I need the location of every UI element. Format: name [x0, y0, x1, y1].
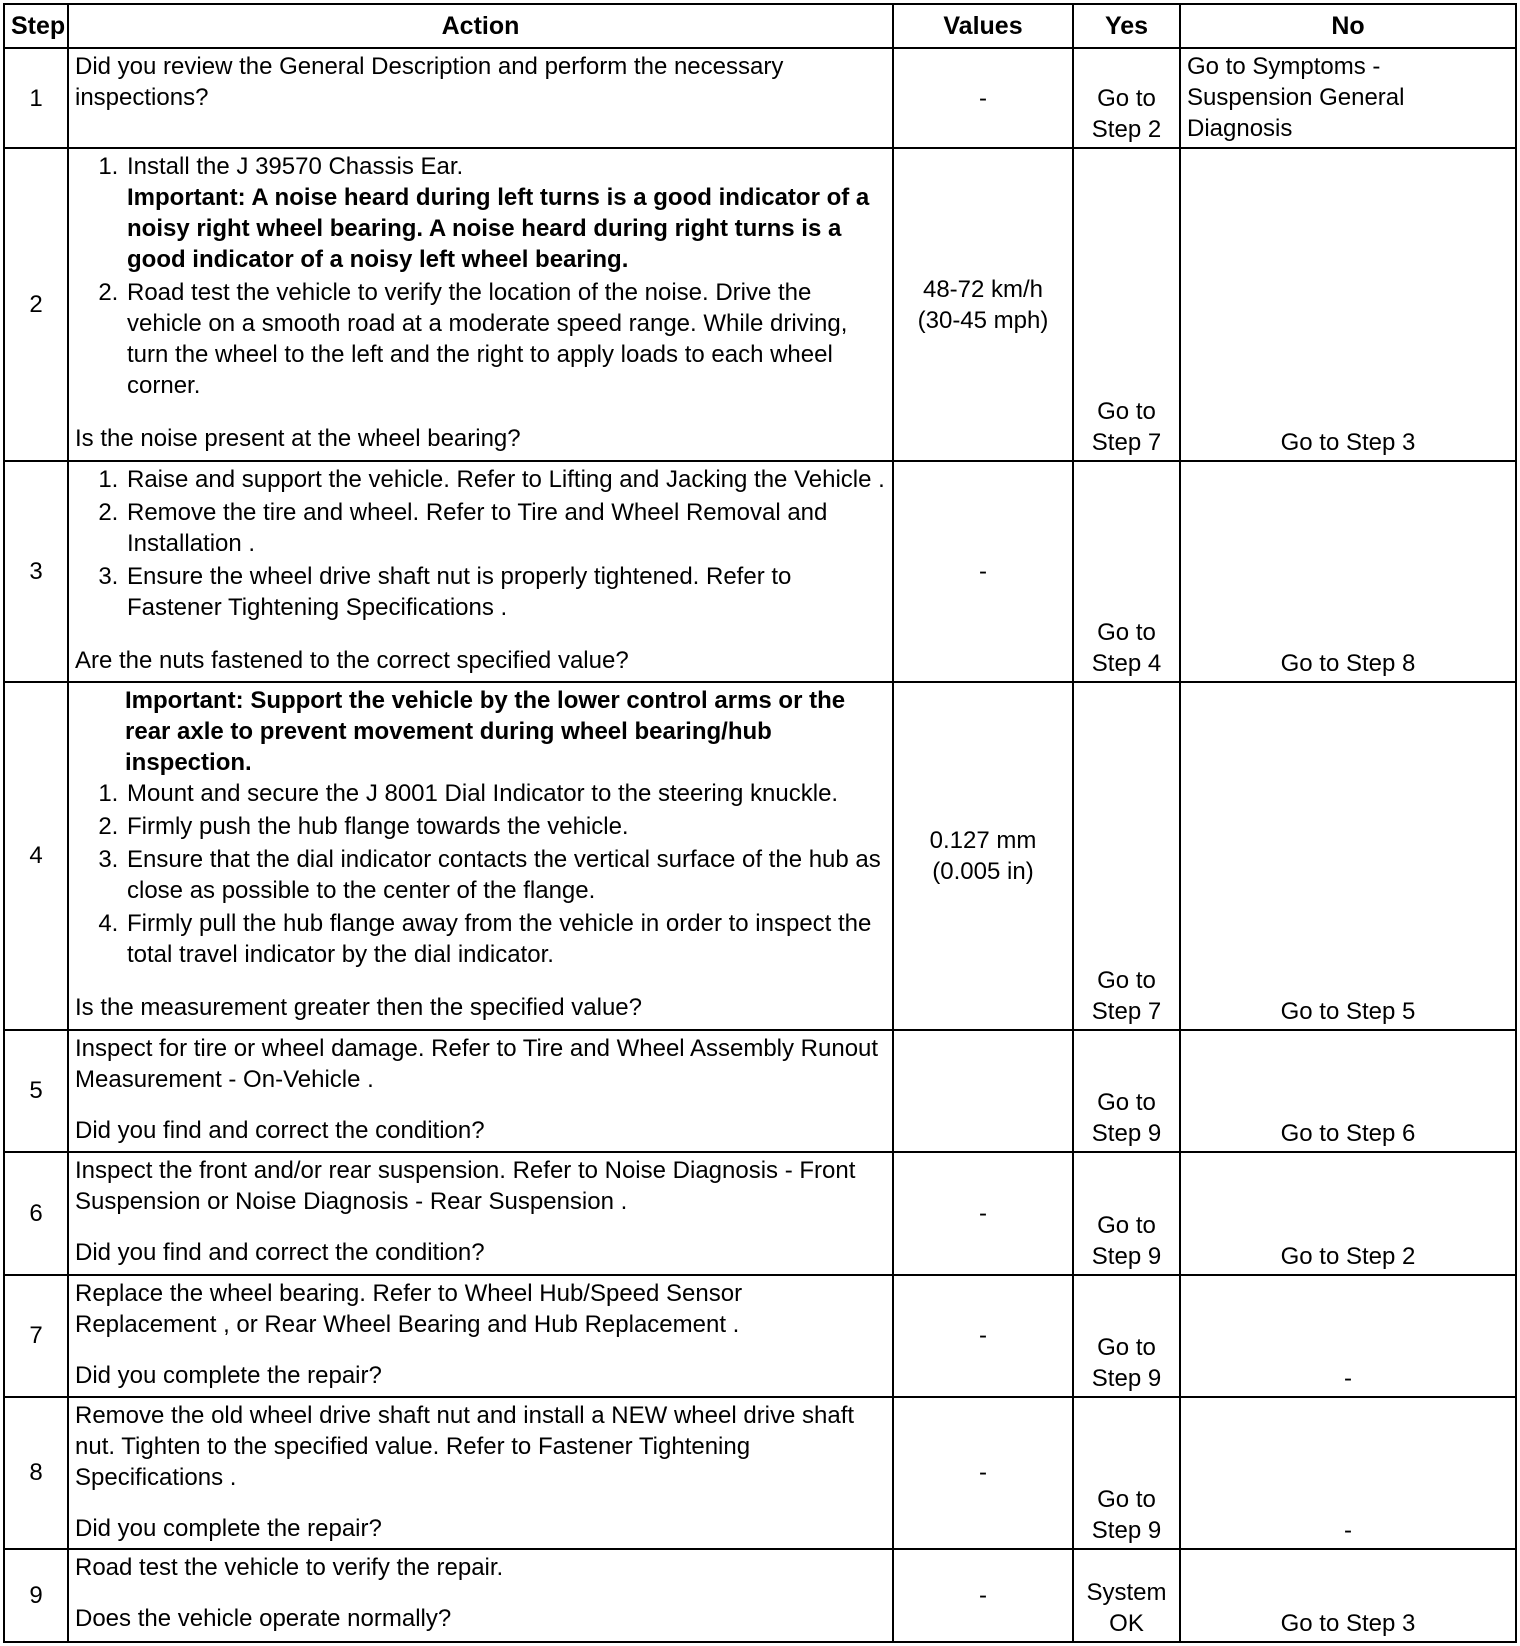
no-cell: Go to Step 3	[1180, 1549, 1516, 1642]
no-cell: Go to Step 2	[1180, 1152, 1516, 1274]
no-cell: Go to Symptoms - Suspension General Diagnosis	[1180, 48, 1516, 148]
diagnostic-table	[3, 3, 1517, 1643]
action-steps	[75, 464, 886, 623]
value-cell: -	[893, 1152, 1073, 1274]
action-cell	[68, 1152, 893, 1274]
action-step: 4. Firmly pull the hub flange away from the vehicle in order to inspect the total travel indicator by the dial indicator.	[125, 908, 886, 970]
table-row	[4, 1549, 1516, 1642]
action-text: Road test the vehicle to verify the repair.	[75, 1553, 504, 1581]
value-cell: 48-72 km/h (30-45 mph)	[893, 148, 1073, 461]
header-yes: Yes	[1073, 4, 1180, 48]
action-question: Does the vehicle operate normally?	[75, 1604, 452, 1632]
value-cell: -	[893, 461, 1073, 682]
yes-cell: System OK	[1073, 1549, 1180, 1642]
action-text: Did you review the General Description and perform the necessary inspections?	[75, 53, 784, 111]
action-step: 1. Raise and support the vehicle. Refer to Lifting and Jacking the Vehicle .	[125, 464, 886, 495]
step-number: 7	[4, 1275, 68, 1397]
important-note: Important: A noise heard during left turns is a good indicator of a noisy right wheel bearing. A noise heard during right turns is a good indicator of a noisy left wheel bearing.	[127, 184, 870, 274]
table-row	[4, 1397, 1516, 1549]
no-cell: Go to Step 6	[1180, 1030, 1516, 1152]
action-steps	[75, 778, 886, 970]
action-cell	[68, 682, 893, 1030]
action-cell	[68, 1549, 893, 1642]
step-number: 3	[4, 461, 68, 682]
step-number: 8	[4, 1397, 68, 1549]
action-step: 1. Install the J 39570 Chassis Ear. Important: A noise heard during left turns is a good indicator of a noisy right wheel bearing. A noise heard during right turns is a good indicator of a noisy left wheel bearing.	[125, 151, 886, 275]
value-cell: -	[893, 1549, 1073, 1642]
action-text: Replace the wheel bearing. Refer to Wheel Hub/Speed Sensor Replacement , or Rear Wheel Bearing and Hub Replacement .	[75, 1279, 743, 1338]
action-step: 2. Road test the vehicle to verify the location of the noise. Drive the vehicle on a smooth road at a moderate speed range. While driving, turn the wheel to the left and the right to apply loads to each wheel corner.	[125, 277, 886, 401]
action-text: Inspect for tire or wheel damage. Refer to Tire and Wheel Assembly Runout Measurement - On-Vehicle .	[75, 1034, 879, 1093]
action-question: Did you complete the repair?	[75, 1361, 382, 1389]
step-number: 6	[4, 1152, 68, 1274]
yes-cell: Go to Step 7	[1073, 682, 1180, 1030]
action-steps	[75, 151, 886, 401]
step-number: 9	[4, 1549, 68, 1642]
header-step: Step	[4, 4, 68, 48]
action-cell	[68, 48, 893, 148]
action-step: 2. Remove the tire and wheel. Refer to Tire and Wheel Removal and Installation .	[125, 497, 886, 559]
action-cell	[68, 148, 893, 461]
value-cell: -	[893, 1275, 1073, 1397]
table-row	[4, 1030, 1516, 1152]
action-cell	[68, 461, 893, 682]
yes-cell: Go to Step 4	[1073, 461, 1180, 682]
action-question: Did you complete the repair?	[75, 1515, 382, 1543]
yes-cell: Go to Step 2	[1073, 48, 1180, 148]
no-cell: Go to Step 8	[1180, 461, 1516, 682]
header-values: Values	[893, 4, 1073, 48]
table-row	[4, 148, 1516, 461]
step-number: 5	[4, 1030, 68, 1152]
value-cell: -	[893, 1397, 1073, 1549]
table-row	[4, 682, 1516, 1030]
step-number: 1	[4, 48, 68, 148]
action-question: Are the nuts fastened to the correct specified value?	[75, 646, 629, 674]
header-row	[4, 4, 1516, 48]
yes-cell: Go to Step 7	[1073, 148, 1180, 461]
no-cell: -	[1180, 1275, 1516, 1397]
yes-cell: Go to Step 9	[1073, 1275, 1180, 1397]
action-question: Is the noise present at the wheel bearing?	[75, 425, 521, 453]
value-cell: -	[893, 48, 1073, 148]
header-action: Action	[68, 4, 893, 48]
table-row	[4, 1152, 1516, 1274]
table-row	[4, 1275, 1516, 1397]
yes-cell: Go to Step 9	[1073, 1397, 1180, 1549]
step-number: 4	[4, 682, 68, 1030]
no-cell: Go to Step 3	[1180, 148, 1516, 461]
action-step: 1. Mount and secure the J 8001 Dial Indicator to the steering knuckle.	[125, 778, 886, 809]
step-number: 2	[4, 148, 68, 461]
header-no: No	[1180, 4, 1516, 48]
no-cell: -	[1180, 1397, 1516, 1549]
action-cell	[68, 1275, 893, 1397]
action-cell	[68, 1397, 893, 1549]
table-row	[4, 461, 1516, 682]
action-step: 2. Firmly push the hub flange towards the vehicle.	[125, 811, 886, 842]
no-cell: Go to Step 5	[1180, 682, 1516, 1030]
action-question: Did you find and correct the condition?	[75, 1116, 485, 1144]
table-row	[4, 48, 1516, 148]
action-step: 3. Ensure that the dial indicator contacts the vertical surface of the hub as close as possible to the center of the flange.	[125, 844, 886, 906]
action-text: Inspect the front and/or rear suspension. Refer to Noise Diagnosis - Front Suspension or Noise Diagnosis - Rear Suspension .	[75, 1157, 856, 1216]
value-cell: 0.127 mm (0.005 in)	[893, 682, 1073, 1030]
yes-cell: Go to Step 9	[1073, 1152, 1180, 1274]
important-note: Important: Support the vehicle by the lower control arms or the rear axle to prevent movement during wheel bearing/hub inspection.	[125, 686, 846, 776]
action-step: 3. Ensure the wheel drive shaft nut is properly tightened. Refer to Fastener Tightening Specifications .	[125, 561, 886, 623]
action-cell	[68, 1030, 893, 1152]
value-cell	[893, 1030, 1073, 1152]
yes-cell: Go to Step 9	[1073, 1030, 1180, 1152]
action-text: Remove the old wheel drive shaft nut and install a NEW wheel drive shaft nut. Tighten to the specified value. Refer to Fastener Tightening Specifications .	[75, 1402, 855, 1492]
action-question: Did you find and correct the condition?	[75, 1239, 485, 1267]
action-question: Is the measurement greater then the specified value?	[75, 993, 642, 1021]
